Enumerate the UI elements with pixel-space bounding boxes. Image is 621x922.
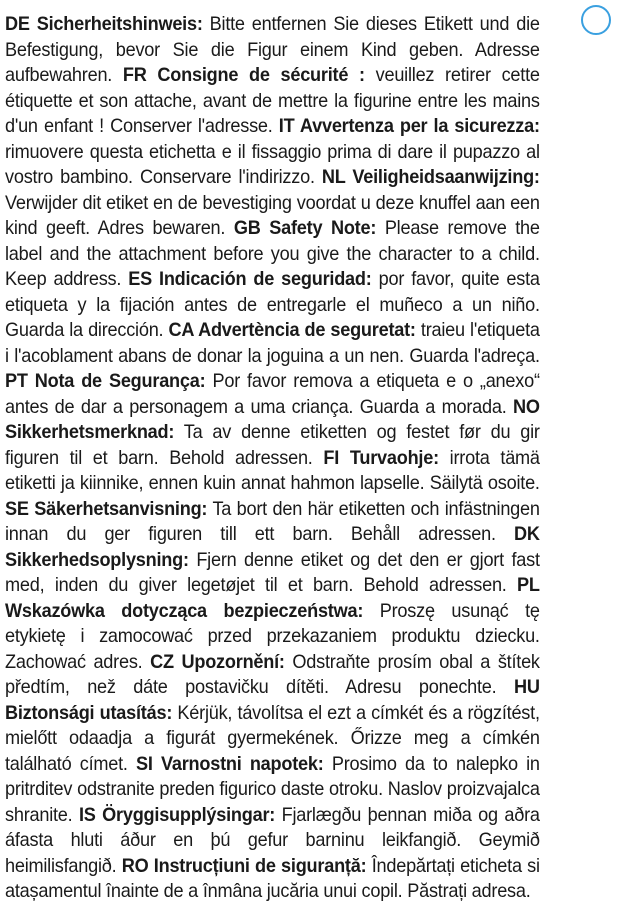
text-fr: veuillez retirer cette étiquette et son attache, avant de mettre la figurine entre les mains d'un enfant ! Conserver l'adresse. (5, 64, 540, 137)
text-no: Ta av denne etiketten og festet før du gir figuren til et barn. Behold adressen. (5, 421, 540, 469)
heading-pt: PT Nota de Segurança: (5, 370, 206, 392)
heading-es: ES Indicación de seguridad: (128, 268, 372, 290)
text-it: rimuovere questa etichetta e il fissaggio prima di dare il pupazzo al vostro bambino. Conservare l'indirizzo. (5, 140, 540, 188)
text-hu: Kérjük, távolítsa el ezt a címkét és a rögzítést, mielőtt odaadja a figurát gyermekének. Őrizze meg a címkén található címet. (5, 701, 540, 775)
ring-hole-icon (581, 5, 611, 35)
heading-ca: CA Advertència de seguretat: (168, 319, 416, 341)
text-fi: irrota tämä etiketti ja kiinnike, ennen kuin annat hahmon lapselle. Säilytä osoite. (5, 446, 540, 494)
text-pt: Por favor remova a etiqueta e o „anexo“ antes de dar a personagem a uma criança. Guarda a morada. (5, 370, 540, 418)
heading-fi: FI Turvaohje: (323, 446, 439, 469)
safety-label-text (5, 12, 540, 905)
text-gb: Please remove the label and the attachment before you give the character to a child. Keep address. (5, 217, 540, 290)
heading-cz: CZ Upozornění: (150, 650, 285, 673)
heading-pl: PL Wskazówka dotycząca bezpieczeństwa: (5, 574, 540, 622)
text-si: Prosimo da to nalepko in pritrditev odstranite preden figurico daste otroku. Naslov proizvajalca shranite. (5, 752, 540, 826)
heading-is: IS Öryggisupplýsingar: (78, 803, 276, 826)
text-is: Fjarlægðu þennan miða og aðra áfasta hluti áður en þú gefur barninu leikfangið. Geymið heimilisfangið. (5, 803, 540, 877)
heading-si: SI Varnostni napotek: (136, 752, 324, 775)
text-pl: Proszę usunąć tę etykietę i zamocować przed przekazaniem produktu dziecku. Zachować adres. (5, 599, 540, 673)
heading-hu: HU Biztonsági utasítás: (5, 676, 540, 724)
heading-ro: RO Instrucțiuni de siguranță: (121, 854, 367, 877)
heading-nl: NL Veiligheidsaanwijzing: (321, 166, 540, 188)
text-ca: traieu l'etiqueta i l'acoblament abans de donar la joguina a un nen. Guarda l'adreça. (5, 319, 540, 367)
heading-de: DE Sicherheitshinweis: (5, 13, 203, 35)
text-cz: Odstraňte prosím obal a štítek předtím, než dáte postavičku dítěti. Adresu ponechte. (5, 650, 540, 698)
heading-gb: GB Safety Note: (233, 217, 377, 239)
text-ro: Îndepărtați eticheta si atașamentul înainte de a înmâna jucăria unui copil. Păstrați adresa. (5, 854, 540, 902)
heading-it: IT Avvertenza per la sicurezza: (278, 115, 540, 137)
text-es: por favor, quite esta etiqueta y la fijación antes de entregarle el muñeco a un niño. Guarda la dirección. (5, 268, 540, 341)
text-se: Ta bort den här etiketten och infästningen innan du ger figuren till ett barn. Behåll adressen. (5, 497, 540, 545)
heading-dk: DK Sikkerhedsoplysning: (5, 523, 540, 571)
heading-se: SE Säkerhetsanvisning: (5, 497, 208, 520)
text-dk: Fjern denne etiket og det den er gjort fast med, inden du giver legetøjet til et barn. Behold adressen. (5, 548, 540, 596)
text-nl: Verwijder dit etiket en de bevestiging voordat u deze knuffel aan een kind geeft. Adres bewaren. (5, 191, 540, 239)
text-de: Bitte entfernen Sie dieses Etikett und die Befestigung, bevor Sie die Figur einem Kind geben. Adresse aufbewahren. (5, 13, 540, 86)
heading-fr: FR Consigne de sécurité : (122, 64, 365, 86)
heading-no: NO Sikkerhetsmerknad: (5, 395, 540, 443)
